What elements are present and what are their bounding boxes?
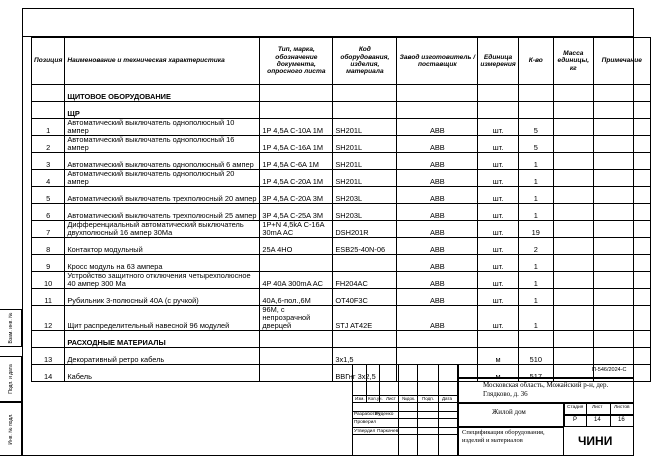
col-kol: Кол.уч. [368,396,383,401]
cell-note [593,272,650,289]
table-row [32,170,651,187]
cell-qty: 1 [518,306,553,331]
cell-maker [397,348,478,365]
role-checker: Проверил [354,420,377,425]
cell-note [593,119,650,136]
cell-name: Кросс модуль на 63 ампера [65,255,260,272]
cell-qty: 517 [518,365,553,382]
table-row [32,221,651,238]
cell-name: Автоматический выключатель однополюсный 20 ампер [65,170,260,187]
doc-code: П-546/2024-С [592,367,627,373]
cell-mass [553,306,593,331]
cell-note [593,170,650,187]
cell-unit: шт. [478,221,518,238]
table-row [32,306,651,331]
cell-code: STJ AT42E [333,306,397,331]
cell-unit: м [478,348,518,365]
cell-qty: 1 [518,187,553,204]
section-panel: ЩР [65,102,260,119]
table-header-row [32,38,651,85]
cell-qty: 5 [518,119,553,136]
cell-type: 4P 40A 300mA AC [260,272,333,289]
cell-mass [553,204,593,221]
cell-code: 3x1,5 [333,348,397,365]
cell-mass [553,170,593,187]
table-row [32,289,651,306]
header-unit: Единица измерения [478,38,518,85]
cell-code [333,255,397,272]
header-type: Тип, марка, обозначение документа, опросного листа [260,38,333,85]
role-developer: Разработал [354,412,381,417]
cell-maker: ABB [397,204,478,221]
stage-label: Стадия [567,405,584,410]
cell-unit: шт. [478,170,518,187]
cell-qty: 1 [518,170,553,187]
cell-type: 1P 4,5A C-10A 1M [260,119,333,136]
sheets-value: 16 [618,417,625,423]
side-stamp-signature [0,356,22,402]
cell-pos: 14 [32,365,65,382]
sheet-label: Лист [592,405,603,410]
cell-type: 96М, с непрозрачной дверцей [260,306,333,331]
cell-code: SH201L [333,153,397,170]
cell-maker: ABB [397,272,478,289]
cell-pos: 9 [32,255,65,272]
cell-pos: 6 [32,204,65,221]
cell-mass [553,289,593,306]
cell-note [593,238,650,255]
cell-code: FH204AC [333,272,397,289]
cell-qty: 19 [518,221,553,238]
cell-maker: ABB [397,255,478,272]
side-stamp-replaced [0,309,22,347]
cell-qty: 1 [518,153,553,170]
cell-qty: 5 [518,136,553,153]
cell-note [593,289,650,306]
cell-unit: шт. [478,255,518,272]
cell-name: Автоматический выключатель однополюсный 6 ампер [65,153,260,170]
cell-name: Автоматический выключатель трехполюсный 25 ампер [65,204,260,221]
cell-unit: шт. [478,187,518,204]
cell-pos: 12 [32,306,65,331]
header-pos: Позиция [32,38,65,85]
cell-code: SH201L [333,136,397,153]
cell-name: Автоматический выключатель трехполюсный 20 ампер [65,187,260,204]
cell-pos: 13 [32,348,65,365]
cell-pos: 4 [32,170,65,187]
side-label-signature: Подп. и дата [7,364,14,394]
cell-code: SH203L [333,204,397,221]
cell-unit: шт. [478,136,518,153]
cell-code: ESB25-40N-06 [333,238,397,255]
cell-type: 3P 4,5A C-20A 3M [260,187,333,204]
col-date: Дата [442,396,452,401]
cell-pos: 8 [32,238,65,255]
role-approver: Утвердил [354,429,376,434]
cell-maker: ABB [397,119,478,136]
cell-pos: 3 [32,153,65,170]
cell-qty: 1 [518,255,553,272]
table-row [32,187,651,204]
cell-name: Контактор модульный [65,238,260,255]
cell-maker: ABB [397,289,478,306]
cell-pos: 10 [32,272,65,289]
section-row [32,102,651,119]
sheet-value: 14 [594,417,601,423]
col-ndoc: №док. [402,396,416,401]
cell-qty: 2 [518,238,553,255]
cell-note [593,204,650,221]
company-logo: ЧИНИ [578,434,613,448]
cell-type: 25A 4HO [260,238,333,255]
cell-mass [553,238,593,255]
cell-unit: шт. [478,272,518,289]
cell-pos: 2 [32,136,65,153]
section-materials: РАСХОДНЫЕ МАТЕРИАЛЫ [65,331,260,348]
cell-note [593,187,650,204]
object-address: Московская область, Можайский р-н, дер. Глядково, д. 36 [483,381,609,398]
sheet-title: Спецификация оборудования, изделий и материалов [462,429,545,444]
cell-pos: 7 [32,221,65,238]
cell-unit: шт. [478,153,518,170]
specification-table [31,37,651,382]
cell-mass [553,136,593,153]
cell-pos: 5 [32,187,65,204]
side-stamp-inventory [0,402,22,456]
cell-maker: ABB [397,238,478,255]
cell-mass [553,272,593,289]
cell-unit: шт. [478,306,518,331]
cell-code: SH203L [333,187,397,204]
cell-name: Автоматический выключатель однополюсный 16 ампер [65,136,260,153]
table-row [32,348,651,365]
cell-type: 1P 4,5A C-16A 1M [260,136,333,153]
cell-pos: 1 [32,119,65,136]
col-list: Лист [386,396,396,401]
cell-note [593,136,650,153]
cell-type: 1P 4,5A C-6A 1M [260,153,333,170]
cell-unit: м [478,365,518,382]
cell-type: 1P 4,5A C-20A 1M [260,170,333,187]
cell-maker: ABB [397,153,478,170]
cell-mass [553,255,593,272]
stage-value: Р [573,417,578,423]
cell-note [593,221,650,238]
side-label-inventory: Инв. № подл. [7,413,14,445]
cell-name: Автоматический выключатель однополюсный 10 ампер [65,119,260,136]
cell-qty: 1 [518,204,553,221]
cell-mass [553,187,593,204]
cell-mass [553,119,593,136]
cell-type: 40А,6-пол.,6М [260,289,333,306]
cell-name: Кабель [65,365,260,382]
building-name: Жилой дом [492,408,526,416]
header-qty: К-во [518,38,553,85]
cell-unit: шт. [478,204,518,221]
section-row [32,331,651,348]
cell-qty: 1 [518,272,553,289]
cell-qty: 510 [518,348,553,365]
cell-name: Декоративный ретро кабель [65,348,260,365]
table-row [32,153,651,170]
cell-mass [553,153,593,170]
col-izm: Изм. [355,396,365,401]
header-note: Примечание [593,38,650,85]
cell-mass [553,221,593,238]
table-row [32,238,651,255]
section-row [32,85,651,102]
cell-name: Щит распределительный навесной 96 модулей [65,306,260,331]
side-label-replaced: Взам. инв. № [7,312,14,344]
person-approver: Паркачев [377,429,399,434]
cell-maker: ABB [397,187,478,204]
cell-name: Устройство защитного отключения четырехполюсное 40 ампер 300 Ма [65,272,260,289]
header-mass: Масса единицы, кг [553,38,593,85]
cell-code: SH201L [333,170,397,187]
cell-code: ВВГнг 3х2,5 [333,365,397,382]
cell-maker: ABB [397,136,478,153]
cell-code: DSH201R [333,221,397,238]
sheets-label: Листов [614,405,630,410]
section-equipment: ЩИТОВОЕ ОБОРУДОВАНИЕ [65,85,260,102]
cell-code: OT40F3C [333,289,397,306]
cell-qty: 1 [518,289,553,306]
cell-note [593,348,650,365]
table-row [32,204,651,221]
cell-pos: 11 [32,289,65,306]
cell-maker: ABB [397,221,478,238]
table-row [32,119,651,136]
cell-mass [553,348,593,365]
cell-name: Рубильник 3-полюсный 40А (с ручкой) [65,289,260,306]
person-developer: Руденко [375,412,394,417]
cell-unit: шт. [478,289,518,306]
cell-note [593,255,650,272]
col-podp: Подп. [422,396,434,401]
cell-note [593,306,650,331]
cell-unit: шт. [478,119,518,136]
table-row [32,136,651,153]
table-row [32,255,651,272]
cell-maker: ABB [397,170,478,187]
table-row [32,272,651,289]
cell-type [260,365,333,382]
cell-type: 3P 4,5A C-25A 3M [260,204,333,221]
cell-code: SH201L [333,119,397,136]
header-code: Код оборудования, изделия, материала [333,38,397,85]
cell-note [593,153,650,170]
header-maker: Завод изготовитель / поставщик [397,38,478,85]
cell-unit: шт. [478,238,518,255]
cell-maker: ABB [397,306,478,331]
cell-name: Дифференциальный автоматический выключатель двухполюсный 16 ампер 30Ма [65,221,260,238]
cell-type [260,348,333,365]
cell-type [260,255,333,272]
header-name: Наименование и техническая характеристика [65,38,260,85]
cell-type: 1P+N 4,5kA C-16A 30mA AC [260,221,333,238]
